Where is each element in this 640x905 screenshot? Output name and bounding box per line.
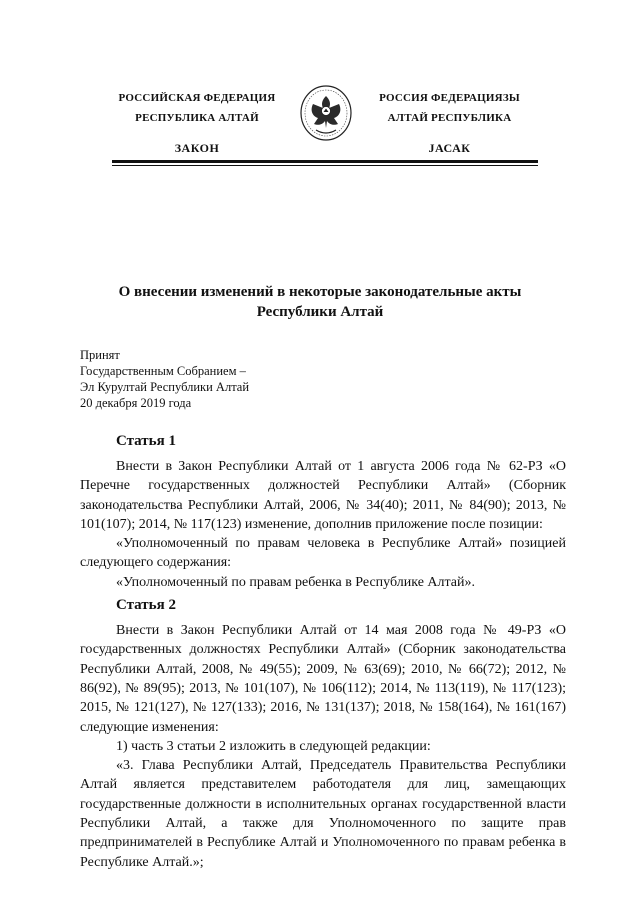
- header-right-law: JАСАК: [428, 141, 471, 155]
- header-left-line1: РОССИЙСКАЯ ФЕДЕРАЦИЯ: [118, 92, 276, 104]
- header-right-line1: РОССИЯ ФЕДЕРАЦИЯЗЫ: [379, 92, 520, 104]
- header-right-line2: АЛТАЙ РЕСПУБЛИКА: [387, 112, 512, 124]
- header-right-altai: [362, 88, 537, 158]
- law-title: [80, 282, 560, 322]
- article-1-paragraph-2: «Уполномоченный по правам человека в Республике Алтай» позицией следующего содержания:: [80, 536, 566, 571]
- article-1-paragraph-3: «Уполномоченный по правам ребенка в Республике Алтай».: [116, 574, 476, 590]
- header-left-law: ЗАКОН: [174, 141, 220, 155]
- adoption-info: [80, 347, 380, 411]
- adoption-line1: Принят: [80, 348, 120, 362]
- coat-of-arms-icon: [299, 84, 353, 142]
- adoption-date: 20 декабря 2019 года: [80, 396, 192, 410]
- adoption-line3: Эл Курултай Республики Алтай: [80, 380, 250, 394]
- article-2-heading: Статья 2: [116, 597, 176, 614]
- header-left-line2: РЕСПУБЛИКА АЛТАЙ: [135, 112, 259, 124]
- header-left-russian: [112, 88, 282, 158]
- law-title-line1: О внесении изменений в некоторые законодательные акты: [118, 284, 522, 300]
- article-2-paragraph-1: Внести в Закон Республики Алтай от 14 мая 2008 года № 49-РЗ «О государственных должностях Республики Алтай» (Сборник законодательства Республики Алтай, 2008, № 49(55); 2009, № 63(69); 2010, № 66(72); 2012, № 86(92), № 89(95); 2013, № 101(107), № 106(112); 2014, № 113(119), № 117(123); 2015, № 121(127), № 127(133); 2016, № 131(137); 2018, № 158(164), № 161(167) следующие изменения:: [80, 623, 566, 735]
- law-title-line2: Республики Алтай: [256, 304, 384, 320]
- law-body: [80, 432, 566, 872]
- article-1-heading: Статья 1: [116, 433, 176, 449]
- header-divider: [112, 160, 538, 166]
- article-2-item-1: 1) часть 3 статьи 2 изложить в следующей редакции:: [116, 738, 431, 754]
- adoption-line2: Государственным Собранием –: [80, 364, 246, 378]
- article-2-quote: «3. Глава Республики Алтай, Председатель Правительства Республики Алтай является представителем работодателя для лиц, замещающих государственные должности в исполнительных органах государственной власти Республики Алтай, а также для Уполномоченного по защите прав предпринимателей в Республике Алтай и Уполномоченного по правам ребенка в Республике Алтай.»;: [80, 758, 566, 870]
- article-1-paragraph-1: Внести в Закон Республики Алтай от 1 августа 2006 года № 62-РЗ «О Перечне государственных должностей Республики Алтай» (Сборник законодательства Республики Алтай, 2006, № 34(40); 2011, № 84(90); 2013, № 101(107); 2014, № 117(123) изменение, дополнив приложение после позиции:: [80, 459, 566, 532]
